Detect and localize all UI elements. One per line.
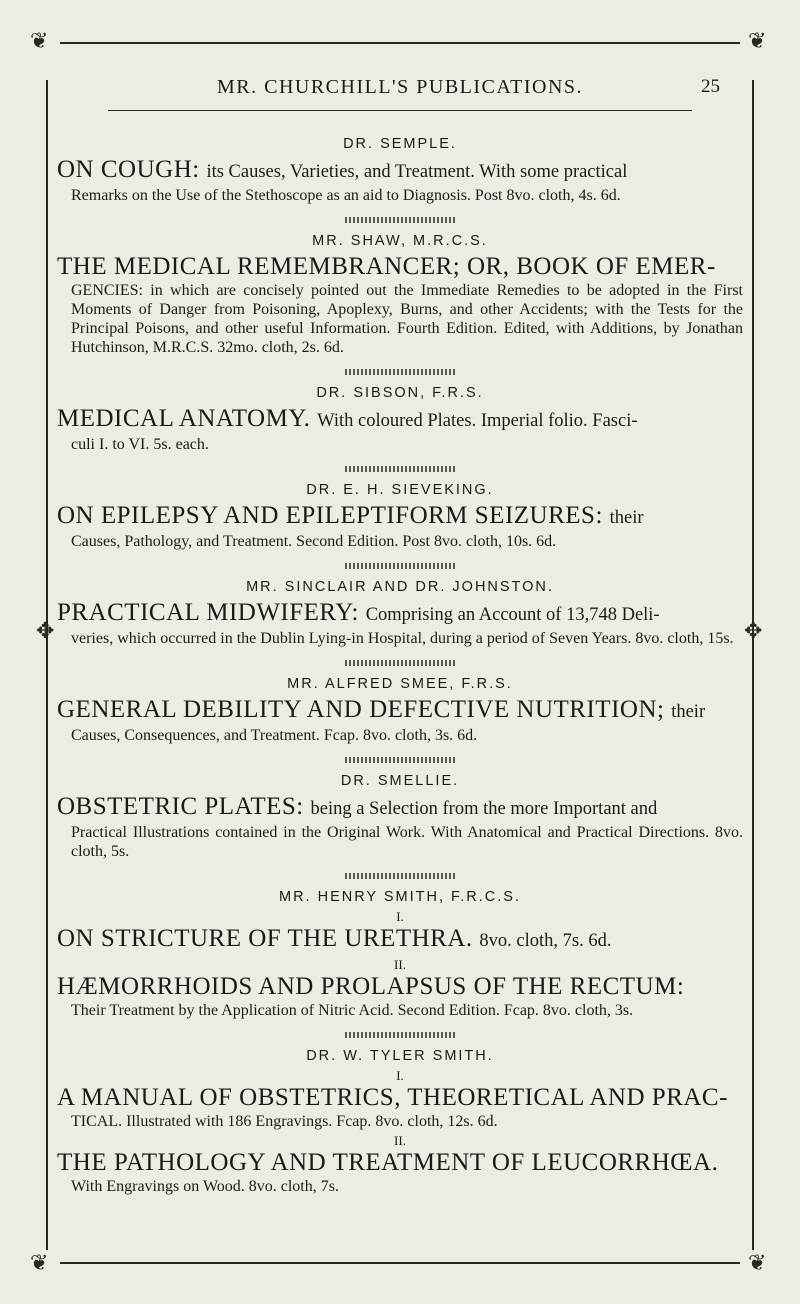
entry-title: OBSTETRIC PLATES: being a Selection from the more Important and: [57, 793, 658, 820]
entry-title: HÆMORRHOIDS AND PROLAPSUS OF THE RECTUM:: [57, 973, 685, 1000]
entry-description: With Engravings on Wood. 8vo. cloth, 7s.: [71, 1178, 339, 1195]
entry-author: MR. SINCLAIR AND DR. JOHNSTON.: [246, 579, 554, 595]
entry-description: GENCIES: in which are concisely pointed out the Immediate Remedies to be adopted in the First Moments of Danger from Poisoning, Apoplexy, Burns, and other Accidents; with the Tests for the Principal Poisons, and other useful Information. Fourth Edition. Edited, with Additions, by Jonathan Hutchinson, M.R.C.S. 32mo. cloth, 2s. 6d.: [71, 282, 743, 356]
catalogue-entry: [57, 136, 743, 205]
entry-author: DR. W. TYLER SMITH.: [306, 1048, 494, 1064]
divider: [345, 563, 455, 569]
entry-title: GENERAL DEBILITY AND DEFECTIVE NUTRITION; their: [57, 696, 706, 723]
entry-title: ON EPILEPSY AND EPILEPTIFORM SEIZURES: their: [57, 502, 644, 529]
entry-author: DR. SIBSON, F.R.S.: [316, 385, 484, 401]
catalogue-entry: [57, 676, 743, 745]
header-sub-rule: [108, 106, 692, 116]
divider: [345, 757, 455, 763]
top-border-rule: [60, 42, 740, 44]
entry-description: Causes, Pathology, and Treatment. Second Edition. Post 8vo. cloth, 10s. 6d.: [71, 533, 557, 550]
catalogue-entry: [57, 233, 743, 357]
catalogue-entry: [57, 482, 743, 551]
bottom-border-rule: [60, 1262, 740, 1264]
catalogue-entry: [57, 385, 743, 454]
entry-number: I.: [396, 1068, 404, 1083]
entry-author: DR. SEMPLE.: [343, 136, 457, 152]
entry-number: II.: [394, 957, 406, 972]
corner-ornament-icon: ❦: [30, 1250, 49, 1275]
entry-number: I.: [396, 909, 404, 924]
entry-title: PRACTICAL MIDWIFERY: Comprising an Account of 13,748 Deli-: [57, 599, 660, 626]
entry-author: DR. E. H. SIEVEKING.: [306, 482, 494, 498]
divider: [345, 466, 455, 472]
divider: [345, 873, 455, 879]
catalogue-entries: [57, 136, 743, 1196]
entry-title: ON COUGH: its Causes, Varieties, and Treatment. With some practical: [57, 156, 628, 183]
entry-description: Causes, Consequences, and Treatment. Fcap. 8vo. cloth, 3s. 6d.: [71, 727, 478, 744]
entry-title: ON STRICTURE OF THE URETHRA. 8vo. cloth, 7s. 6d.: [57, 925, 612, 952]
side-ornament-icon: ✥: [744, 618, 763, 643]
entry-author: MR. HENRY SMITH, F.R.C.S.: [278, 889, 521, 905]
entry-number: II.: [394, 1133, 406, 1148]
divider: [345, 369, 455, 375]
catalogue-entry: [57, 889, 743, 1020]
entry-description: veries, which occurred in the Dublin Lying-in Hospital, during a period of Seven Years. 8vo. cloth, 15s.: [71, 630, 734, 647]
entry-description: TICAL. Illustrated with 186 Engravings. Fcap. 8vo. cloth, 12s. 6d.: [71, 1113, 498, 1130]
entry-description: Their Treatment by the Application of Nitric Acid. Second Edition. Fcap. 8vo. cloth, 3s.: [71, 1002, 634, 1019]
page-header: MR. CHURCHILL'S PUBLICATIONS.: [216, 76, 584, 98]
entry-description: Practical Illustrations contained in the Original Work. With Anatomical and Practical Directions. 8vo. cloth, 5s.: [71, 824, 743, 860]
catalogue-entry: [57, 1048, 743, 1196]
left-border-rule: [46, 80, 48, 1250]
entry-author: MR. ALFRED SMEE, F.R.S.: [287, 676, 513, 692]
divider: [345, 217, 455, 223]
page-number: 25: [701, 76, 720, 97]
entry-title: THE MEDICAL REMEMBRANCER; OR, BOOK OF EMER-: [57, 253, 716, 280]
divider: [345, 660, 455, 666]
entry-title: A MANUAL OF OBSTETRICS, THEORETICAL AND PRAC-: [57, 1084, 728, 1111]
entry-author: MR. SHAW, M.R.C.S.: [312, 233, 488, 249]
corner-ornament-icon: ❦: [748, 1250, 767, 1275]
corner-ornament-icon: ❦: [748, 28, 767, 53]
divider: [345, 1032, 455, 1038]
entry-title: THE PATHOLOGY AND TREATMENT OF LEUCORRHŒA.: [57, 1149, 719, 1176]
right-border-rule: [752, 80, 754, 1250]
entry-description: Remarks on the Use of the Stethoscope as an aid to Diagnosis. Post 8vo. cloth, 4s. 6d.: [71, 187, 621, 204]
catalogue-entry: [57, 579, 743, 648]
side-ornament-icon: ✥: [36, 618, 55, 643]
catalogue-entry: [57, 773, 743, 861]
entry-title: MEDICAL ANATOMY. With coloured Plates. Imperial folio. Fasci-: [57, 405, 638, 432]
entry-description: culi I. to VI. 5s. each.: [71, 436, 209, 453]
entry-author: DR. SMELLIE.: [340, 773, 460, 789]
corner-ornament-icon: ❦: [30, 28, 49, 53]
